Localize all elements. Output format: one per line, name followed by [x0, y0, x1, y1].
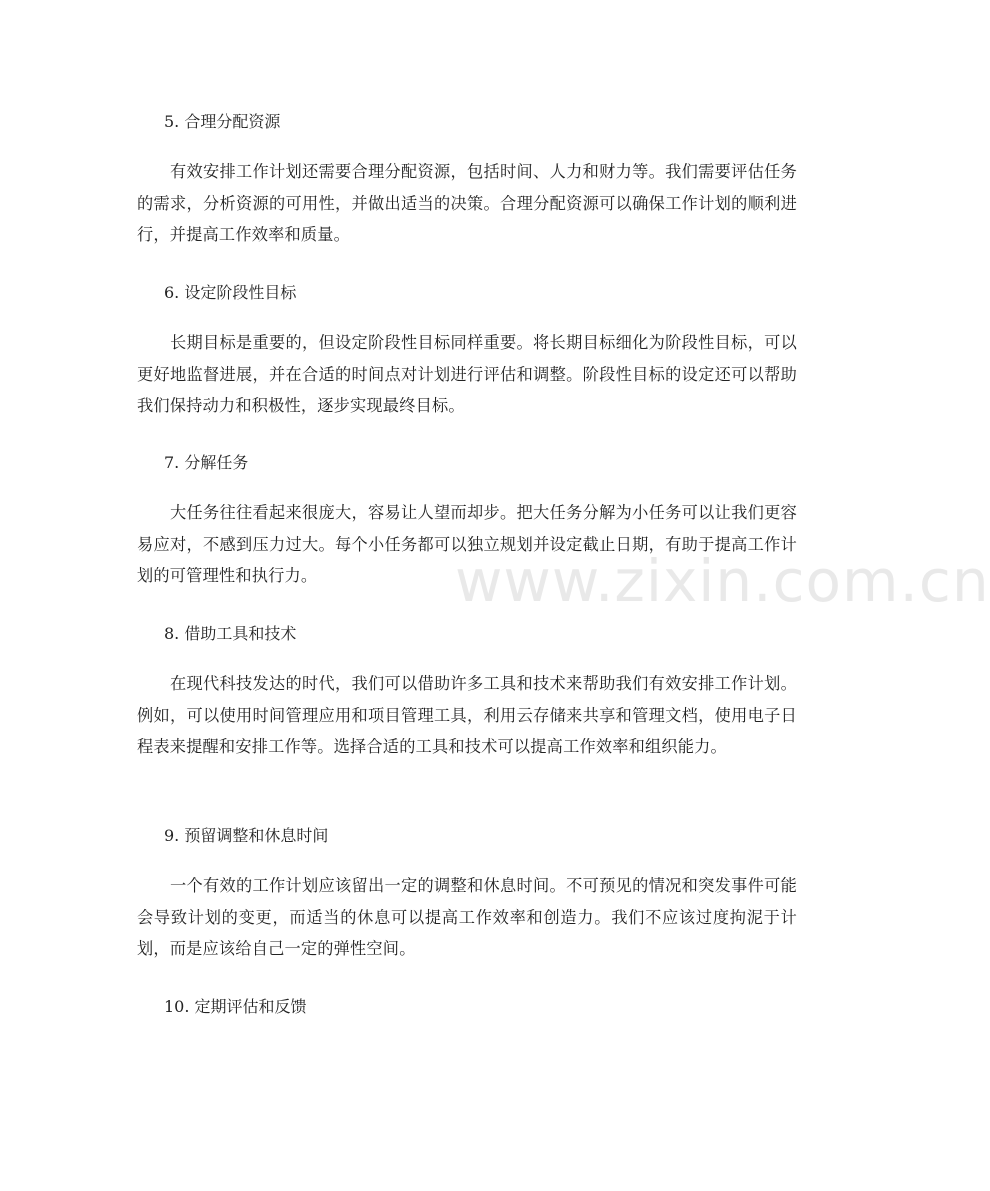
- watermark-text: www.zixin.com.cn: [455, 547, 990, 615]
- section-body-7: 大任务往往看起来很庞大，容易让人望而却步。把大任务分解为小任务可以让我们更容易应对，不感到压力过大。每个小任务都可以独立规划并设定截止日期，有助于提高工作计划的可管理性和执行力。: [137, 503, 797, 585]
- section-heading-5: 5. 合理分配资源: [164, 112, 281, 131]
- section-heading-8: 8. 借助工具和技术: [164, 624, 297, 643]
- section-body-6: 长期目标是重要的，但设定阶段性目标同样重要。将长期目标细化为阶段性目标，可以更好地监督进展，并在合适的时间点对计划进行评估和调整。阶段性目标的设定还可以帮助我们保持动力和积极性，逐步实现最终目标。: [137, 333, 797, 415]
- section-heading-9: 9. 预留调整和休息时间: [164, 826, 329, 845]
- section-body-8: 在现代科技发达的时代，我们可以借助许多工具和技术来帮助我们有效安排工作计划。例如，可以使用时间管理应用和项目管理工具，利用云存储来共享和管理文档，使用电子日程表来提醒和安排工作等。选择合适的工具和技术可以提高工作效率和组织能力。: [137, 674, 797, 756]
- section-heading-10: 10. 定期评估和反馈: [164, 997, 307, 1016]
- section-heading-6: 6. 设定阶段性目标: [164, 283, 297, 302]
- section-body-5: 有效安排工作计划还需要合理分配资源，包括时间、人力和财力等。我们需要评估任务的需求，分析资源的可用性，并做出适当的决策。合理分配资源可以确保工作计划的顺利进行，并提高工作效率和质量。: [137, 162, 797, 244]
- section-heading-7: 7. 分解任务: [164, 453, 249, 472]
- section-body-9: 一个有效的工作计划应该留出一定的调整和休息时间。不可预见的情况和突发事件可能会导致计划的变更，而适当的休息可以提高工作效率和创造力。我们不应该过度拘泥于计划，而是应该给自己一定的弹性空间。: [137, 876, 797, 958]
